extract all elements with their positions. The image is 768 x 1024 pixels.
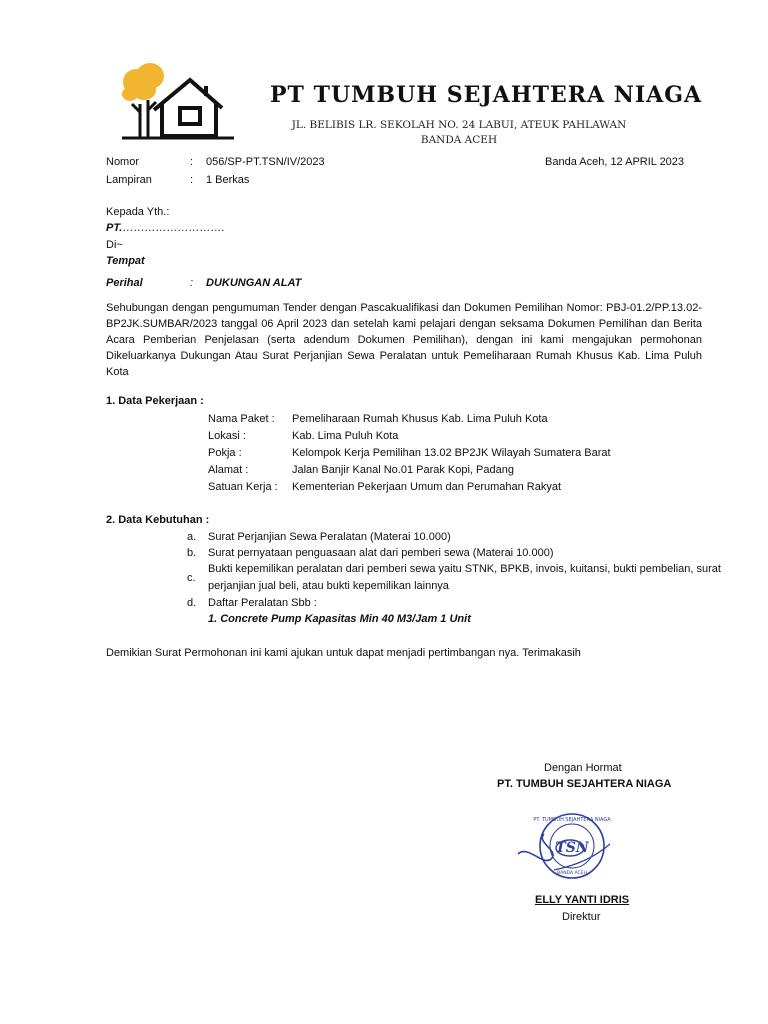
signatory-name: ELLY YANTI IDRIS [535, 894, 630, 906]
kebutuhan-item: Daftar Peralatan Sbb : [208, 597, 317, 609]
stamp-bottom: BANDA ACEH [557, 871, 587, 876]
kebutuhan-marker: a. [187, 531, 197, 543]
perihal-value: DUKUNGAN ALAT [206, 277, 302, 289]
company-name: PT TUMBUH SEJAHTERA NIAGA [270, 82, 703, 108]
address-line-2: BANDA ACEH [420, 134, 498, 146]
signatory-title: Direktur [562, 911, 601, 923]
stamp-center: TSN [555, 840, 589, 856]
perihal-label: Perihal [106, 277, 143, 289]
perihal-separator: : [190, 277, 194, 289]
signature-company: PT. TUMBUH SEJAHTERA NIAGA [497, 778, 672, 790]
pekerjaan-value: Kelompok Kerja Pemilihan 13.02 BP2JK Wilayah Sumatera Barat [292, 447, 611, 459]
lampiran-value: 1 Berkas [206, 174, 250, 186]
pekerjaan-value: Kementerian Pekerjaan Umum dan Perumahan Rakyat [292, 481, 562, 493]
section2-title: 2. Data Kebutuhan : [106, 514, 210, 526]
pekerjaan-label: Lokasi : [208, 430, 246, 442]
lampiran-separator: : [190, 174, 194, 186]
nomor-separator: : [190, 156, 194, 168]
nomor-value: 056/SP-PT.TSN/IV/2023 [206, 156, 325, 168]
recipient-pt-dots: ………………………. [122, 222, 225, 234]
intro-paragraph: Sehubungan dengan pengumuman Tender dengan Pascakualifikasi dan Dokumen Pemilihan Nomor: PBJ-01.2/PP.13.02-BP2JK.SUMBAR/2023 tanggal 06 April 2023 dan setelah kami pelajari dengan seksama Dokumen Pemilihan dan Berita Acara Pemberian Penjelasan (serta adendum Dokumen Pemilihan), dengan ini kami mengajukan permohonan Dikeluarkanya Dukungan Atau Surat Perjanjian Sewa Peralatan untuk Pemeliharaan Rumah Khusus Kab. Lima Puluh Kota [106, 302, 702, 378]
closing-text: Demikian Surat Permohonan ini kami ajukan untuk dapat menjadi pertimbangan nya. Terimakasih [106, 647, 581, 659]
recipient-tempat: Tempat [106, 255, 145, 267]
kebutuhan-item: Bukti kepemilikan peralatan dari pemberi sewa yaitu STNK, BPKB, invois, kuitansi, bukti pembelian, surat [208, 563, 721, 575]
kebutuhan-item-cont: perjanjian jual beli, atau bukti kepemilikan lainnya [208, 580, 449, 592]
stamp-top: PT. TUMBUH SEJAHTERA NIAGA [533, 817, 611, 823]
pekerjaan-value: Jalan Banjir Kanal No.01 Parak Kopi, Padang [292, 464, 514, 476]
pekerjaan-label: Pokja : [208, 447, 242, 459]
pekerjaan-label: Satuan Kerja : [208, 481, 278, 493]
pekerjaan-value: Pemeliharaan Rumah Khusus Kab. Lima Puluh Kota [292, 413, 548, 425]
lampiran-label: Lampiran [106, 174, 152, 186]
recipient-di: Di~ [106, 239, 123, 251]
salutation: Dengan Hormat [544, 762, 622, 774]
kebutuhan-marker: b. [187, 547, 197, 559]
kepada-yth: Kepada Yth.: [106, 206, 170, 218]
kebutuhan-item: Surat pernyataan penguasaan alat dari pemberi sewa (Materai 10.000) [208, 547, 554, 559]
kebutuhan-marker: c. [187, 572, 196, 584]
pekerjaan-label: Nama Paket : [208, 413, 275, 425]
nomor-label: Nomor [106, 156, 140, 168]
address-line-1: JL. BELIBIS LR. SEKOLAH NO. 24 LABUI, ATEUK PAHLAWAN [291, 119, 627, 131]
equipment-item: 1. Concrete Pump Kapasitas Min 40 M3/Jam 1 Unit [208, 613, 471, 625]
company-stamp [514, 808, 618, 890]
pekerjaan-label: Alamat : [208, 464, 249, 476]
house-icon [154, 80, 222, 136]
kebutuhan-item: Surat Perjanjian Sewa Peralatan (Materai 10.000) [208, 531, 451, 543]
pekerjaan-value: Kab. Lima Puluh Kota [292, 430, 399, 442]
recipient-pt [106, 221, 224, 235]
recipient-pt-label: PT. [106, 222, 123, 234]
kebutuhan-marker: d. [187, 597, 197, 609]
place-date: Banda Aceh, 12 APRIL 2023 [545, 156, 685, 168]
company-logo [118, 60, 238, 140]
section1-title: 1. Data Pekerjaan : [106, 395, 204, 407]
company-address [275, 118, 643, 148]
tree-icon [122, 63, 164, 138]
